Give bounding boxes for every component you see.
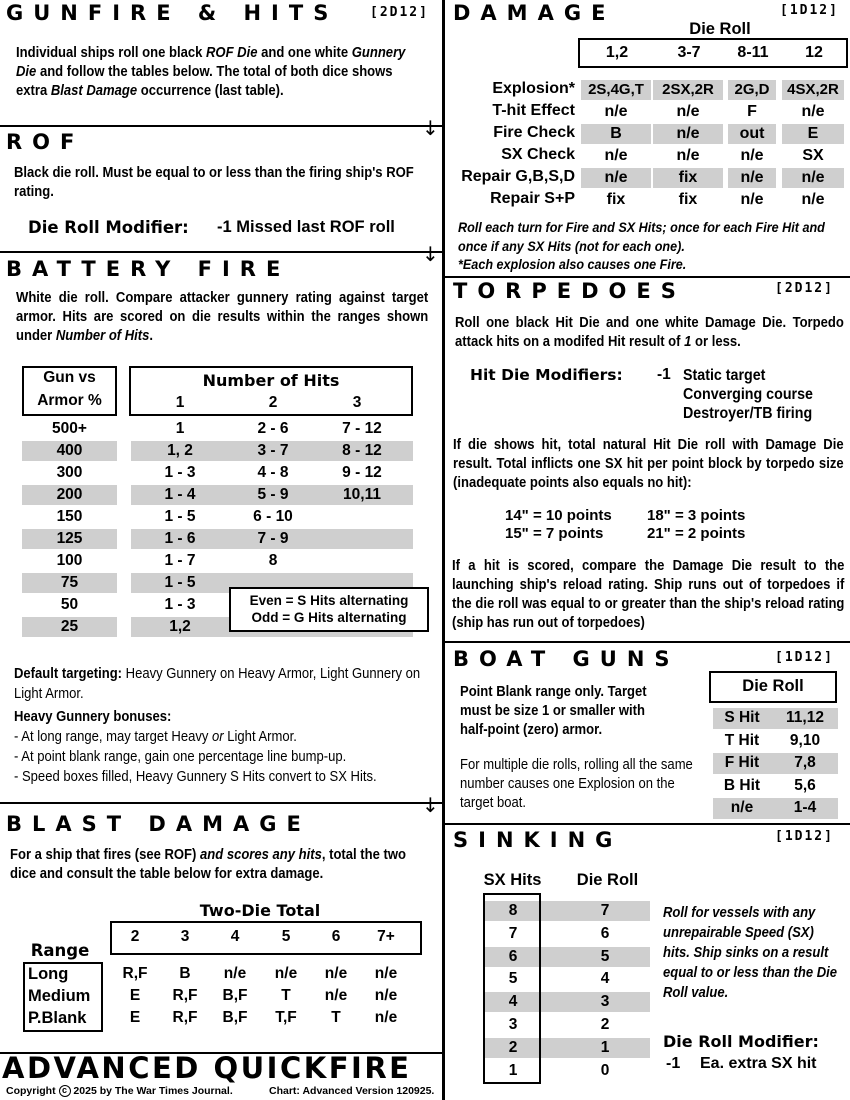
damage-col-header: 3-7 <box>677 44 701 61</box>
divider-boat <box>445 641 850 643</box>
blast-col-header: 4 <box>230 928 240 945</box>
section-title-damage: DAMAGE <box>453 1 616 25</box>
center-divider <box>442 0 445 1100</box>
section-title-gunfire: GUNFIRE & HITS <box>6 1 339 25</box>
divider-sinking <box>445 823 850 825</box>
arrow-down-icon: ↓ <box>422 793 439 817</box>
hit-die-modifier-label: Hit Die Modifiers: <box>470 366 623 384</box>
hits-cell: 10,11 <box>343 486 381 503</box>
damage-col-header: 12 <box>805 44 823 61</box>
hits-cell: 9 - 12 <box>342 464 382 481</box>
blast-cell: n/e <box>223 965 247 982</box>
sinking-modifier-value: -1 <box>666 1055 681 1072</box>
blast-col-header: 5 <box>281 928 291 945</box>
dice-code: [1D12] <box>775 650 834 665</box>
boat-roll-cell: 11,12 <box>786 709 824 726</box>
battery-text: White die roll. Compare attacker gunnery rating against target armor. Hits are scored on die results within the ranges shown under Number of Hits. <box>16 290 429 344</box>
damage-col-header: 8-11 <box>737 44 769 61</box>
damage-cell: fix <box>606 191 626 208</box>
boat-hit-cell: S Hit <box>724 709 760 726</box>
sx-hits-cell: 4 <box>508 993 518 1011</box>
section-title-sinking: SINKING <box>453 828 623 852</box>
armor-cell: 50 <box>60 596 79 613</box>
damage-col-header: 1,2 <box>605 44 629 61</box>
blast-cell: T <box>281 987 291 1004</box>
armor-cell: 200 <box>56 486 83 503</box>
rof-modifier-value: -1 Missed last ROF roll <box>217 218 395 236</box>
blast-cell: E <box>129 1009 141 1026</box>
blast-cell: T <box>331 1009 341 1026</box>
armor-cell: 125 <box>56 530 83 547</box>
hit-die-modifier-value: -1 <box>657 366 671 383</box>
blast-cell: n/e <box>274 965 298 982</box>
damage-cell: n/e <box>604 103 628 120</box>
sinking-modifier-text: Ea. extra SX hit <box>700 1055 817 1072</box>
blast-text: For a ship that fires (see ROF) and scores any hits, total the two dice and consult the table below for extra damage. <box>10 847 406 882</box>
damage-cell: 2G,D <box>734 81 770 98</box>
col-header: Gun vs <box>43 369 96 386</box>
note-text: Odd = G Hits alternating <box>251 610 407 625</box>
hits-cell: 8 - 12 <box>342 442 382 459</box>
heavy-gunnery-bonuses: Heavy Gunnery bonuses: - At long range, may target Heavy or Light Armor. - At point blank range, gain one percentage line bump-up. - Speed boxes filled, Heavy Gunnery S Hits convert to SX Hits. <box>14 709 377 785</box>
blast-col-header: 3 <box>180 928 190 945</box>
damage-cell: n/e <box>676 147 700 164</box>
blast-cell: n/e <box>374 1009 398 1026</box>
die-roll-cell: 0 <box>600 1061 610 1079</box>
damage-row-label: Repair S+P <box>490 190 575 207</box>
damage-row-label: Explosion* <box>492 80 575 97</box>
damage-cell: n/e <box>604 169 628 186</box>
die-roll-header: Die Roll <box>689 20 751 38</box>
boat-hit-cell: B Hit <box>723 776 761 794</box>
armor-cell: 75 <box>60 574 79 591</box>
torpedo-text-1: Roll one black Hit Die and one white Damage Die. Torpedo attack hits on a modifed Hit result of 1 or less. <box>455 315 844 350</box>
damage-cell: n/e <box>801 169 825 186</box>
damage-cell: E <box>807 125 819 142</box>
default-targeting: Default targeting: Heavy Gunnery on Heavy Armor, Light Gunnery on Light Armor. <box>14 666 421 702</box>
boat-text-2: For multiple die rolls, rolling all the same number causes one Explosion on the target boat. <box>460 757 693 811</box>
hits-cell: 1 <box>175 420 185 437</box>
col-header: Number of Hits <box>202 371 340 390</box>
blast-col-header: 2 <box>130 928 140 945</box>
boat-roll-cell: 5,6 <box>794 776 816 794</box>
hit-die-modifier-list: Static target Converging course Destroyer/TB firing <box>683 367 813 422</box>
boat-roll-cell: 9,10 <box>789 731 821 749</box>
blast-cell: R,F <box>172 987 198 1004</box>
damage-cell: n/e <box>801 103 825 120</box>
armor-cell: 150 <box>56 508 83 525</box>
hits-cell: 1 - 5 <box>164 508 196 525</box>
damage-note: Roll each turn for Fire and SX Hits; once for each Fire Hit and once if any SX Hits (not for each one). *Each explosion also causes one Fire. <box>458 219 825 272</box>
col-header: 1 <box>175 394 185 411</box>
col-header: Armor % <box>37 392 102 409</box>
hits-cell: 4 - 8 <box>257 464 289 481</box>
sx-hits-cell: 7 <box>508 924 518 942</box>
hits-cell: 1 - 4 <box>164 486 196 503</box>
blast-cell: E <box>129 987 141 1004</box>
arrow-down-icon: ↓ <box>422 116 439 140</box>
hits-cell: 1 - 7 <box>164 552 196 569</box>
hits-cell: 1, 2 <box>167 442 193 459</box>
range-cell: Medium <box>28 987 91 1005</box>
torpedo-sizes-right: 18" = 3 points 21" = 2 points <box>647 507 746 542</box>
col-header: 3 <box>352 394 362 411</box>
damage-cell: SX <box>802 147 824 164</box>
blast-col-header: 7+ <box>377 928 395 945</box>
damage-cell: B <box>610 125 622 142</box>
section-title-battery: BATTERY FIRE <box>6 257 291 281</box>
blast-cell: n/e <box>374 987 398 1004</box>
torpedo-sizes-left: 14" = 10 points 15" = 7 points <box>505 507 612 542</box>
blast-cell: B,F <box>222 987 248 1004</box>
col-header: 2 <box>268 394 278 411</box>
damage-cell: fix <box>678 191 698 208</box>
damage-cell: n/e <box>604 147 628 164</box>
blast-cell: B,F <box>222 1009 248 1026</box>
blast-cell: R,F <box>172 1009 198 1026</box>
range-cell: Long <box>28 965 69 983</box>
blast-cell: n/e <box>374 965 398 982</box>
hits-cell: 1 - 6 <box>164 530 196 547</box>
hits-cell: 1 - 3 <box>164 464 196 481</box>
blast-cell: R,F <box>122 965 148 982</box>
hits-cell: 2 - 6 <box>257 420 289 437</box>
damage-cell: n/e <box>676 125 700 142</box>
section-title-boat: BOAT GUNS <box>453 647 680 671</box>
copyright-icon: c <box>59 1085 71 1097</box>
footer-title: ADVANCED QUICKFIRE <box>2 1051 412 1085</box>
damage-row-label: T-hit Effect <box>492 102 575 119</box>
boat-hit-cell: T Hit <box>724 731 760 749</box>
rof-text: Black die roll. Must be equal to or less than the firing ship's ROF rating. <box>14 165 414 200</box>
damage-cell: 4SX,2R <box>787 81 839 98</box>
armor-cell: 300 <box>56 464 83 481</box>
gunfire-intro: Individual ships roll one black ROF Die and one white Gunnery Die and follow the tables below. The total of both dice shows extra Blast Damage occurrence (last table). <box>16 45 406 99</box>
die-roll-cell: 7 <box>600 902 610 919</box>
blast-cell: n/e <box>324 987 348 1004</box>
sinking-modifier-label: Die Roll Modifier: <box>663 1032 819 1051</box>
sx-hits-cell: 3 <box>508 1016 518 1033</box>
damage-cell: 2SX,2R <box>662 81 714 98</box>
rof-modifier-label: Die Roll Modifier: <box>28 218 189 237</box>
hits-cell: 6 - 10 <box>253 508 293 525</box>
blast-cell: B <box>179 965 191 982</box>
dice-code: [1D12] <box>780 3 839 18</box>
armor-cell: 25 <box>60 618 79 635</box>
sx-hits-box <box>483 893 541 1084</box>
damage-cell: n/e <box>740 147 764 164</box>
divider-rof <box>0 125 442 127</box>
sx-hits-cell: 6 <box>508 947 518 965</box>
boat-hit-cell: F Hit <box>724 754 760 771</box>
hits-cell: 3 - 7 <box>257 442 289 459</box>
boat-hit-cell: n/e <box>730 799 754 816</box>
dice-code: [2D12] <box>775 281 834 296</box>
hits-cell: 1 - 5 <box>164 574 196 591</box>
die-roll-cell: 1 <box>600 1038 610 1056</box>
arrow-down-icon: ↓ <box>422 242 439 266</box>
damage-cell: n/e <box>740 169 764 186</box>
die-roll-cell: 3 <box>600 993 610 1011</box>
blast-col-header: 6 <box>331 928 341 945</box>
die-roll-header: Die Roll <box>576 871 639 889</box>
blast-cell: n/e <box>324 965 348 982</box>
die-roll-cell: 5 <box>600 947 610 965</box>
damage-row-label: Repair G,B,S,D <box>461 168 575 185</box>
range-cell: P.Blank <box>28 1009 87 1027</box>
die-roll-cell: 6 <box>600 924 610 942</box>
copyright: Copyright c 2025 by The War Times Journal. <box>6 1085 233 1097</box>
torpedo-text-3: If a hit is scored, compare the Damage Die result to the launching ship's reload rating. Ship runs out of torpedoes if the die roll was equal to or greater than the ship's reload rating (ship has run out of torpedoes) <box>452 558 845 631</box>
section-title-blast: BLAST DAMAGE <box>6 812 311 836</box>
dice-code: [1D12] <box>775 829 834 844</box>
section-title-torpedoes: TORPEDOES <box>453 279 686 303</box>
armor-cell: 100 <box>56 552 83 569</box>
divider-blast <box>0 802 442 804</box>
damage-cell: F <box>747 103 757 120</box>
die-roll-cell: 4 <box>600 970 610 988</box>
sx-hits-cell: 8 <box>508 902 518 919</box>
damage-cell: fix <box>678 169 698 186</box>
sx-hits-header: SX Hits <box>483 871 542 889</box>
boat-roll-cell: 7,8 <box>794 754 816 771</box>
sx-hits-cell: 2 <box>508 1038 518 1056</box>
hits-cell: 1 - 3 <box>164 596 196 613</box>
armor-cell: 400 <box>56 442 83 459</box>
die-roll-cell: 2 <box>600 1016 610 1033</box>
damage-cell: n/e <box>740 191 764 208</box>
divider-torpedoes <box>445 276 850 278</box>
armor-cell: 500+ <box>52 420 87 437</box>
boat-text-1: Point Blank range only. Target must be size 1 or smaller with half-point (zero) armor. <box>460 684 647 738</box>
hits-cell: 8 <box>268 552 278 569</box>
sx-hits-cell: 1 <box>508 1061 518 1079</box>
damage-cell: out <box>739 125 765 142</box>
dice-code: [2D12] <box>370 5 429 20</box>
divider-battery <box>0 251 442 253</box>
damage-row-label: SX Check <box>501 146 575 163</box>
hits-cell: 7 - 12 <box>342 420 382 437</box>
sinking-note: Roll for vessels with any unrepairable Speed (SX) hits. Ship sinks on a result equal to or less than the Die Roll value. <box>663 905 838 1001</box>
die-roll-header: Die Roll <box>742 677 804 695</box>
range-header: Range <box>30 941 90 960</box>
damage-cell: n/e <box>676 103 700 120</box>
boat-roll-cell: 1-4 <box>793 799 817 816</box>
hits-cell: 7 - 9 <box>257 530 289 547</box>
note-text: Even = S Hits alternating <box>249 593 409 608</box>
damage-row-label: Fire Check <box>493 124 575 141</box>
blast-cell: T,F <box>275 1009 297 1026</box>
chart-version: Chart: Advanced Version 120925. <box>269 1085 435 1097</box>
torpedo-text-2: If die shows hit, total natural Hit Die roll with Damage Die result. Total inflicts one SX hit per point block by torpedo size (inadequate points also equals no hit): <box>453 437 844 491</box>
sx-hits-cell: 5 <box>508 970 518 988</box>
hits-cell: 1,2 <box>169 618 191 635</box>
damage-cell: 2S,4G,T <box>588 81 644 98</box>
two-die-total-header: Two-Die Total <box>199 901 321 920</box>
hits-cell: 5 - 9 <box>257 486 289 503</box>
damage-cell: n/e <box>801 191 825 208</box>
section-title-rof: ROF <box>6 130 85 154</box>
